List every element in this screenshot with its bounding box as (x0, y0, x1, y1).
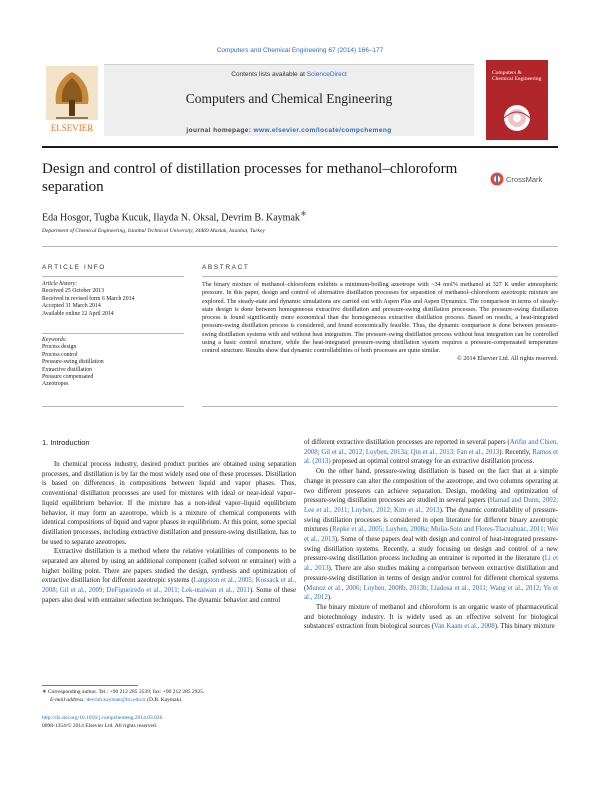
citation-link[interactable]: Munoz et al., 2006; Luyben, 2008b, 2013b; Lladosa et al., 2011; Wang et al., 2012; Yu et al., 2012 (304, 584, 558, 602)
citation-link[interactable]: Van Kaam et al., 2008 (433, 623, 495, 631)
keyword-item: Azeotropes (42, 381, 69, 388)
paragraph (304, 438, 558, 467)
text-run: ). Recently, (499, 448, 533, 456)
paragraph (42, 547, 296, 605)
text-run: Extractive distillation is a method where the relative volatilities of components to be separated are altered by using an additional component (called solvent or entrainer) with a higher boiling point. There are papers studied the design, synthesis and optimization of extractive distillation for different azeotropic systems ( (42, 548, 296, 585)
keywords (42, 337, 184, 389)
homepage-line (104, 127, 474, 134)
citation-link[interactable]: Ramos et al. (2013) (304, 448, 558, 466)
keyword-item: Pressure-swing distillation (42, 359, 104, 366)
journal-reference[interactable]: Computers and Chemical Engineering 67 (2014) 166–177 (216, 47, 384, 54)
history-label: Article history: (42, 281, 78, 287)
footnote-rule (42, 685, 138, 686)
copyright-notice: © 2014 Elsevier Ltd. All rights reserved. (457, 355, 558, 363)
citation-link[interactable]: Li et al., 2013 (304, 555, 558, 573)
history-item: Accepted 31 March 2014 (42, 303, 101, 310)
journal-name: Computers and Chemical Engineering (185, 91, 393, 106)
abstract (202, 281, 558, 364)
crossmark-label: CrossMark (506, 175, 543, 184)
email-line (42, 697, 296, 705)
abstract-rule-bottom (202, 406, 558, 407)
body-column-right (304, 438, 558, 632)
keyword-item: Process control (42, 351, 78, 358)
crossmark-badge[interactable] (490, 172, 552, 186)
article-history (42, 281, 184, 318)
info-rule-bottom (42, 406, 184, 407)
paragraph (304, 603, 558, 632)
text-run: ). (327, 594, 332, 602)
text-run: On the other hand, pressure-swing distillation is based on the fact that at a simple change in pressure can alter the composition of the azeotrope, and two columns operating at two different pressures can achieve separation. Design, modeling and optimization of pressure-swing distillation processes are studied in several papers ( (304, 468, 558, 505)
history-item: Available online 12 April 2014 (42, 310, 114, 317)
abstract-body: The binary mixture of methanol–chloroform exhibits a minimum-boiling azeotrope with ~34 mol% methanol at 327 K under atmospheric pressure. In this paper, design and control of alternative distillation processes for separation of methanol–chloroform azeotropic mixture are explored. The steady-state and dynamic simulations are carried out with Aspen Plus and Aspen Dynamics. The comparison in terms of steady-state design is done between homogeneous extractive distillation and pressure-swing distillation processes. The pressure-swing distillation process is found significantly more economical than the homogeneous extractive distillation process. Based on results, a heat-integrated pressure-swing distillation process is considered, and found economically feasible. Thus, the dynamic comparison is done between pressure-swing distillation systems with and without heat integration. The pressure-swing distillation process without heat integration can be controlled using a basic control structure, while the heat-integrated pressure-swing distillation system requires a pressure-compensated temperature control structure. Results show that dynamic controllabilities of both processes are quite similar. (202, 281, 558, 354)
cover-title: Computers & Chemical Engineering (492, 70, 542, 83)
paragraph (304, 467, 558, 603)
text-run: of different extractive distillation processes are reported in several papers ( (304, 439, 510, 446)
corresponding-author-note: ∗ Corresponding author. Tel.: +90 212 285 3539; fax: +90 212 285 2925. (42, 689, 205, 695)
abstract-rule-top (202, 276, 558, 277)
publisher-wordmark: ELSEVIER (50, 123, 94, 133)
header-rule (42, 146, 558, 148)
contents-prefix: Contents lists available at (231, 71, 307, 78)
abstract-heading: ABSTRACT (202, 264, 250, 271)
text-run: ). Some of these papers deal with design and control of heat-integrated pressure-swing distillation systems. Recently, a study focusing on design and control of a new pressure-swing distillation process including an entrainer is reported in the literature ( (304, 536, 558, 563)
text-run: ). This binary mixture (494, 623, 555, 631)
body-column-left (42, 460, 296, 606)
history-item: Received in revised form 6 March 2014 (42, 295, 135, 302)
email-suffix: (D.B. Kaymak). (145, 696, 183, 703)
cover-art (492, 100, 542, 134)
homepage-link[interactable]: www.elsevier.com/locate/compchemeng (253, 127, 392, 134)
text-run: The binary mixture of methanol and chloroform is an organic waste of pharmaceutical and biotechnology industry. It is widely used as an effective solvent for biological substances' extraction from biological sources ( (304, 603, 558, 631)
journal-header (42, 60, 558, 140)
keyword-item: Extractive distillation (42, 366, 93, 373)
email-link[interactable]: devrim.kaymak@itu.edu.tr (86, 696, 146, 703)
doi-link[interactable]: http://dx.doi.org/10.1016/j.compchemeng.2014.03.026 (42, 715, 163, 721)
email-label: E-mail address: (50, 696, 87, 703)
citation-link[interactable]: Langston et al., 2005; Kossack et al., 2008; Gil et al., 2009; DeFigueiredo et al., 2011; Lek-utaiwan et al., 2011 (42, 577, 296, 595)
elsevier-logo (42, 64, 102, 136)
article-info-heading: ARTICLE INFO (42, 264, 106, 271)
affiliation: Department of Chemical Engineering, Istanbul Technical University, 34469 Maslak, Istanbul, Turkey (42, 228, 265, 234)
history-item: Received 25 October 2013 (42, 288, 104, 295)
corresponding-author-mark[interactable]: ∗ (299, 209, 307, 218)
masthead (104, 64, 474, 136)
contents-line (104, 71, 474, 78)
article-title: Design and control of distillation processes for methanol–chloroform separation (42, 161, 458, 195)
journal-cover[interactable] (486, 60, 548, 140)
citation-link[interactable]: Hamad and Dunn, 2002; Lee et al., 2011; Luyben, 2012; Kim et al., 2013 (304, 497, 558, 514)
text-run: ). There are also studies making a comparison between extractive distillation and pressure-swing distillation in terms of design and/or control for different chemical systems ( (304, 565, 558, 592)
text-run: proposed an optimal control strategy for an extractive distillation process. (330, 458, 535, 466)
keyword-item: Process design (42, 344, 77, 351)
text-run: ). Some of these papers also deal with entrainer selection techniques. The dynamic behavior and control (42, 587, 296, 604)
info-rule-top (42, 276, 184, 277)
citation-link[interactable]: Repke et al., 2005; Luyben, 2008a; Mulia-Soto and Flores-Tlacuahuac, 2011; Wei et al., 2013 (304, 526, 558, 544)
info-rule-mid (42, 333, 184, 334)
homepage-prefix: journal homepage: (186, 127, 254, 134)
sciencedirect-link[interactable]: ScienceDirect (306, 71, 347, 78)
text-run: ). The dynamic controllability of pressure-swing distillation processes is considered in open literature for different binary azeotropic mixtures ( (304, 506, 558, 534)
authors-names[interactable]: Eda Hosgor, Tugba Kucuk, Ilayda N. Oksal, Devrim B. Kaymak (42, 212, 300, 224)
citation-link[interactable]: Arifin and Chien, 2008; Gil et al., 2012; Luyben, 2013a; Qin et al., 2013; Fan et al., 2013 (304, 439, 558, 456)
introduction-heading: 1. Introduction (42, 438, 90, 447)
issn-line: 0098-1354/© 2014 Elsevier Ltd. All rights reserved. (42, 722, 158, 729)
paragraph: In chemical process industry, desired product purities are obtained using separation processes, and distillation is by far the most widely used one of these processes. Distillation is based on differences in compositions between liquid and vapor phases. Thus, conventional distillation processes are used for mixtures with ideal or near-ideal vapor–liquid equilibrium behavior. If the mixture has a non-ideal vapor–liquid equilibrium behavior, it may form an azeotrope, which is a mixture of chemical components with identical compositions of liquid and vapor phases in equilibrium. At this point, some special distillation processes, including extractive distillation and pressure-swing distillation, has to be used to separate azeotropes. (42, 461, 296, 546)
affiliation-rule (42, 246, 558, 247)
keywords-label: Keywords: (42, 337, 67, 343)
keyword-item: Pressure compensated (42, 374, 94, 381)
page-footer (42, 715, 296, 730)
footnotes (42, 689, 296, 704)
author-list (42, 208, 307, 223)
